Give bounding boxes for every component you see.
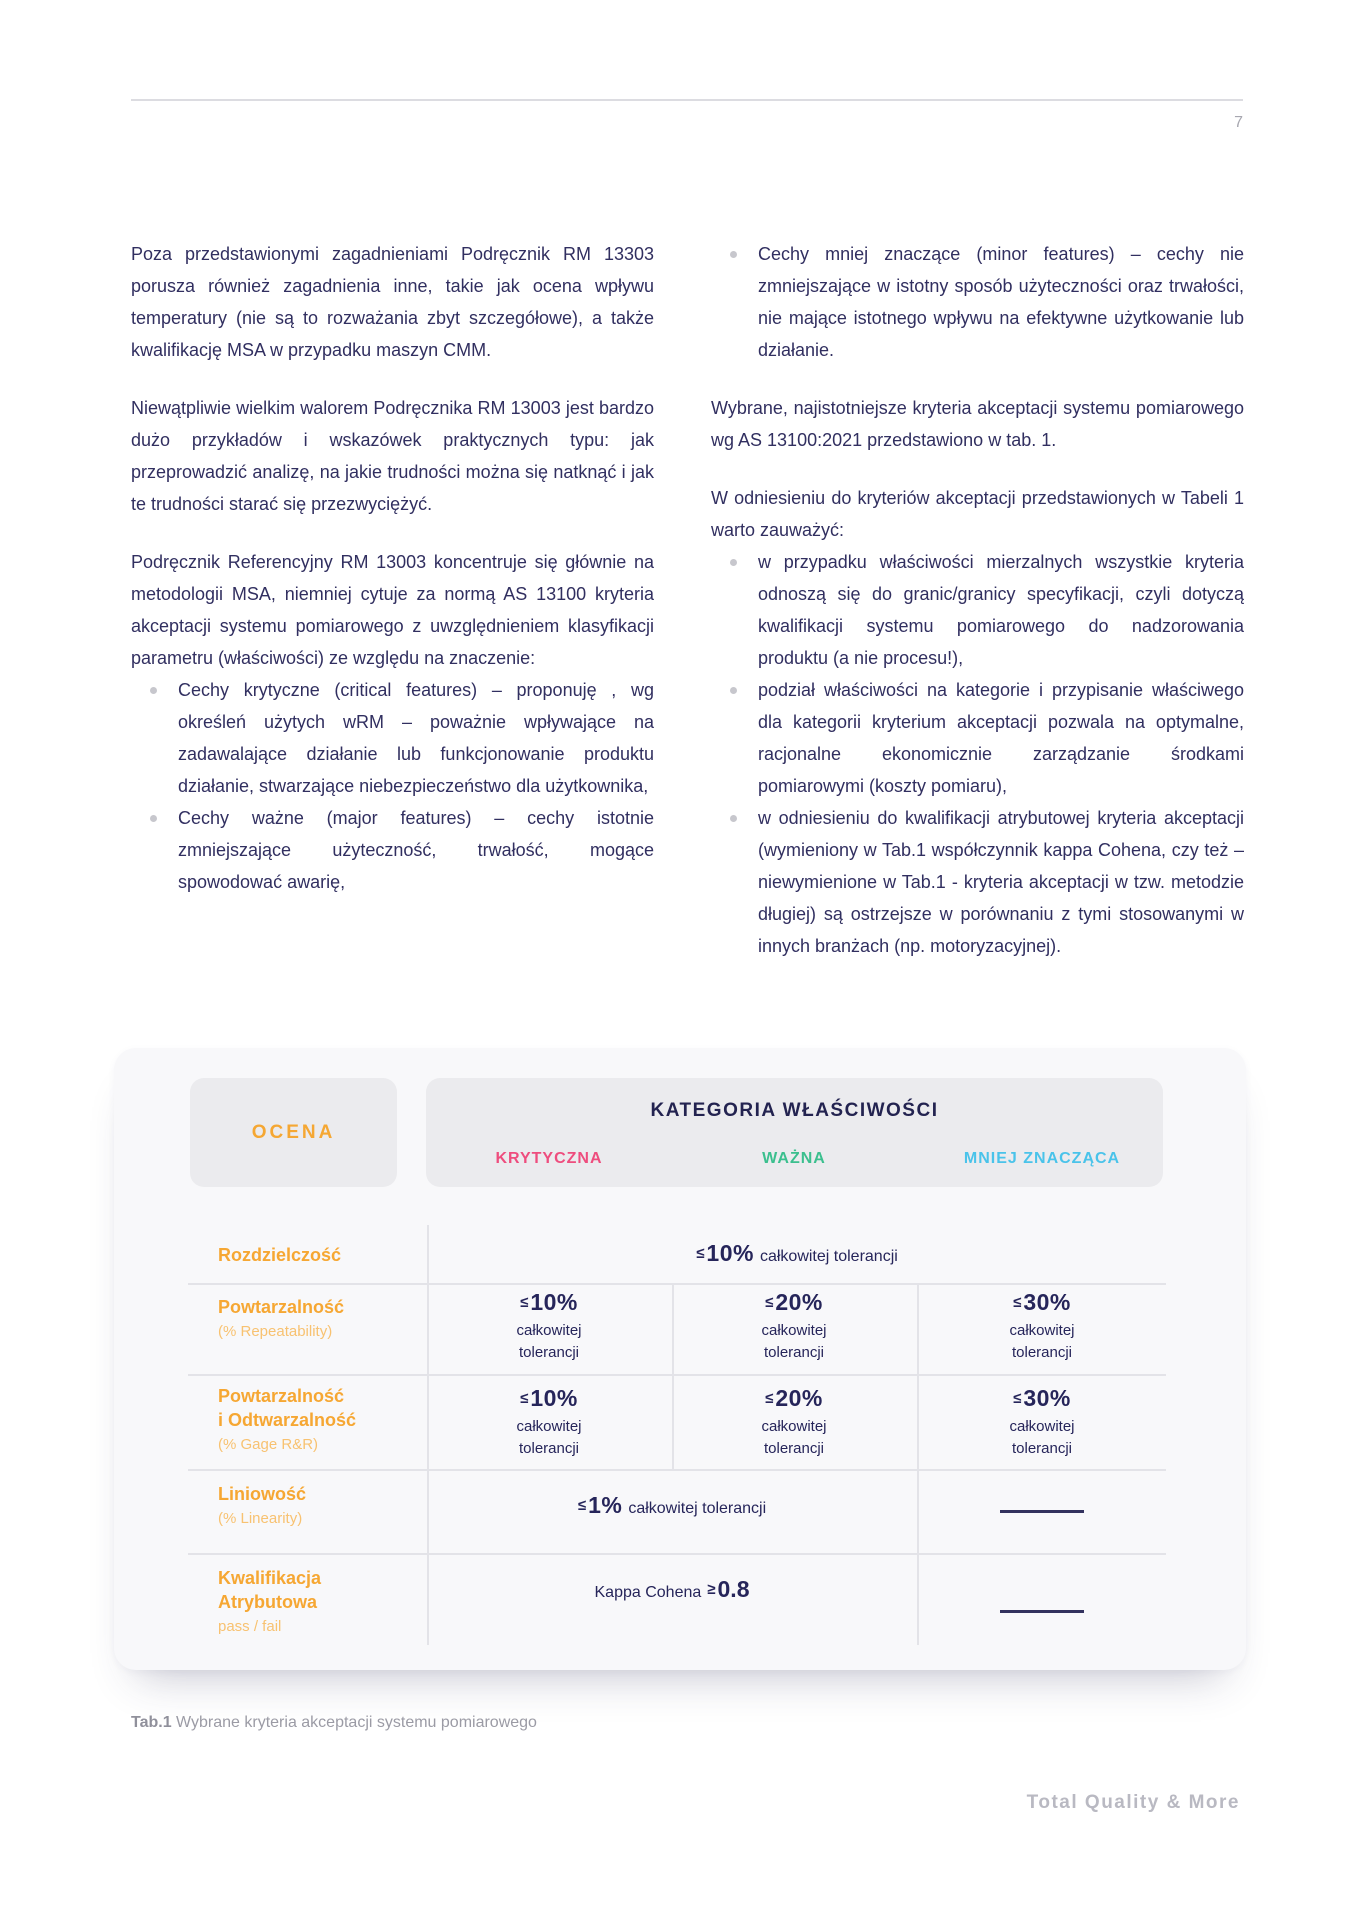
row-sublabel-repeatability: (% Repeatability) (218, 1323, 333, 1340)
row-sublabel-pass-fail: pass / fail (218, 1618, 282, 1635)
lte-icon: ≤ (1013, 1294, 1022, 1311)
paragraph: Wybrane, najistotniejsze kryteria akceptacji systemu pomiarowego wg AS 13100:2021 przedstawiono w tab. 1. (711, 398, 1244, 450)
right-column (711, 238, 1244, 962)
table-caption (131, 1714, 537, 1732)
column-divider (672, 1283, 674, 1469)
dash-not-applicable (1000, 1610, 1084, 1613)
row-sublabel-linearity: (% Linearity) (218, 1510, 303, 1527)
category-krytyczna: KRYTYCZNA (495, 1150, 603, 1167)
row-label-liniowosc: Liniowość (218, 1484, 307, 1504)
row-label-powtarzalnosc: Powtarzalność (218, 1297, 345, 1317)
cell-mniej-30-rr: ≤30% całkowitej tolerancji (1009, 1385, 1075, 1457)
paragraph: W odniesieniu do kryteriów akceptacji przedstawionych w Tabeli 1 warto zauważyć: (711, 488, 1244, 540)
cell-krytyczna-10-rr: ≤10% całkowitej tolerancji (516, 1385, 582, 1457)
gte-icon: ≥ (707, 1581, 716, 1598)
table-header-categories (426, 1078, 1163, 1187)
row-separator (188, 1553, 1166, 1555)
list-item-text: Cechy ważne (major features) – cechy istotnie zmniejszające użyteczność, trwałość, mogące spowodować awarię, (178, 808, 654, 892)
cell-liniowosc-value: ≤1% całkowitej tolerancji (577, 1492, 767, 1518)
cell-rozdzielczosc-value: ≤10% całkowitej tolerancji (696, 1240, 898, 1266)
lte-icon: ≤ (765, 1390, 774, 1407)
row-sublabel-gage-rr: (% Gage R&R) (218, 1436, 319, 1453)
list-item-text: Cechy mniej znaczące (minor features) – cechy nie zmniejszające w istotny sposób użyteczności oraz trwałości, nie mające istotnego wpływu na efektywne użytkowanie lub działanie. (758, 244, 1244, 360)
list-item (711, 238, 1244, 366)
list-item (131, 674, 654, 802)
row-separator (188, 1283, 1166, 1285)
row-label-kwalifikacja-atrybutowa: Kwalifikacja Atrybutowa (218, 1568, 322, 1612)
cell-wazna-20-rr: ≤20% całkowitej tolerancji (761, 1385, 827, 1457)
list-item (711, 674, 1244, 802)
bullet-dot-icon (730, 687, 737, 694)
list-item-text: podział właściwości na kategorie i przypisanie właściwego dla kategorii kryterium akceptacji pozwala na optymalne, racjonalne ekonomicznie zarządzanie środkami pomiarowymi (koszty pomiaru), (758, 680, 1244, 796)
left-column (131, 238, 654, 898)
row-separator (188, 1469, 1166, 1471)
lte-icon: ≤ (577, 1497, 587, 1514)
footer-brand: Total Quality & More (1026, 1792, 1240, 1813)
bullet-dot-icon (150, 687, 157, 694)
lte-icon: ≤ (765, 1294, 774, 1311)
list-item (711, 546, 1244, 674)
paragraph: Podręcznik Referencyjny RM 13003 koncentruje się głównie na metodologii MSA, niemniej cytuje za normą AS 13100 kryteria akceptacji systemu pomiarowego z uwzględnieniem klasyfikacji parametru (właściwości) ze względu na znaczenie: (131, 552, 654, 668)
lte-icon: ≤ (696, 1245, 705, 1262)
cell-kappa-value: Kappa Cohena ≥0.8 (594, 1576, 750, 1602)
table-header-ocena (190, 1078, 397, 1187)
list-item-text: w przypadku właściwości mierzalnych wszystkie kryteria odnoszą się do granic/granicy specyfikacji, czyli dotyczą kwalifikacji systemu pomiarowego do nadzorowania produktu (a nie procesu!), (758, 552, 1244, 668)
list-item (711, 802, 1244, 962)
kategoria-title: KATEGORIA WŁAŚCIWOŚCI (650, 1100, 939, 1121)
row-separator (188, 1374, 1166, 1376)
list-item (131, 802, 654, 898)
paragraph: Niewątpliwie wielkim walorem Podręcznika RM 13003 jest bardzo dużo przykładów i wskazówek praktycznych typu: jak przeprowadzić analizę, na jakie trudności można się natknąć i jak te trudności starać się przezwyciężyć. (131, 398, 654, 514)
bullet-dot-icon (730, 815, 737, 822)
column-divider (917, 1283, 919, 1645)
list-item-text: Cechy krytyczne (critical features) – proponuję , wg określeń użytych wRM – poważnie wpływające na zadawalające działanie lub funkcjonowanie produktu działanie, stwarzające niebezpieczeństwo dla użytkownika, (178, 680, 654, 796)
caption-text: Wybrane kryteria akceptacji systemu pomiarowego (171, 1714, 537, 1731)
dash-not-applicable (1000, 1510, 1084, 1513)
cell-krytyczna-10: ≤10% całkowitej tolerancji (516, 1289, 582, 1361)
lte-icon: ≤ (1013, 1390, 1022, 1407)
paragraph: Poza przedstawionymi zagadnieniami Podręcznik RM 13303 porusza również zagadnienia inne, takie jak ocena wpływu temperatury (nie są to rozważania zbyt szczegółowe), a także kwalifikację MSA w przypadku maszyn CMM. (131, 244, 654, 360)
cell-wazna-20: ≤20% całkowitej tolerancji (761, 1289, 827, 1361)
row-label-powtarzalnosc-odtwarzalnosc: Powtarzalność i Odtwarzalność (218, 1386, 357, 1430)
list-item-text: w odniesieniu do kwalifikacji atrybutowej kryteria akceptacji (wymieniony w Tab.1 współczynnik kappa Cohena, czy też – niewymienione w Tab.1 - kryteria akceptacji w tzw. metodzie długiej) są ostrzejsze w porównaniu z tymi stosowanymi w innych branżach (np. motoryzacyjnej). (758, 808, 1244, 956)
header-rule (131, 99, 1243, 101)
cell-mniej-30: ≤30% całkowitej tolerancji (1009, 1289, 1075, 1361)
row-label-rozdzielczosc: Rozdzielczość (218, 1245, 342, 1265)
bullet-dot-icon (150, 815, 157, 822)
bullet-dot-icon (730, 251, 737, 258)
page-number: 7 (1234, 114, 1243, 131)
ocena-label: OCENA (251, 1121, 336, 1143)
caption-label: Tab.1 (131, 1714, 172, 1731)
column-divider (427, 1225, 429, 1645)
category-wazna: WAŻNA (762, 1150, 826, 1167)
category-mniej-znaczaca: MNIEJ ZNACZĄCA (963, 1150, 1121, 1167)
lte-icon: ≤ (520, 1390, 529, 1407)
lte-icon: ≤ (520, 1294, 529, 1311)
bullet-dot-icon (730, 559, 737, 566)
